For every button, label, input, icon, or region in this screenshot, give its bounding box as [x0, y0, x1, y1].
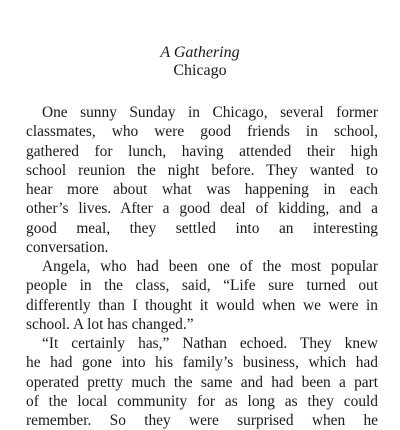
text-line: hear more about what was happening in each — [26, 181, 378, 198]
text-line: gathered for lunch, having attended their high — [26, 142, 378, 160]
chapter-title: A Gathering — [160, 44, 240, 61]
text-line: good meal, they settled into an interesting — [26, 219, 378, 237]
text-line: One sunny Sunday in Chicago, several former — [42, 104, 378, 121]
body-text — [26, 103, 378, 430]
text-line: differently than I thought it would when we were in — [26, 296, 378, 314]
text-line: operated pretty much the same and had been a part — [26, 373, 378, 391]
text-line: school. A lot has changed.” — [26, 315, 194, 333]
text-line: “It certainly has,” Nathan echoed. They knew — [42, 335, 378, 352]
text-line: Angela, who had been one of the most popular — [42, 258, 378, 275]
chapter-location: Chicago — [173, 62, 227, 79]
text-line: conversation. — [26, 238, 109, 256]
text-line: people in the class, said, “Life sure turned out — [26, 277, 378, 295]
text-line: he had gone into his family’s business, which had — [26, 354, 378, 372]
text-line: remember. So they were surprised when he — [26, 412, 378, 429]
text-line: school reunion the night before. They wanted to — [26, 161, 378, 179]
text-line: classmates, who were good friends in school, — [26, 123, 378, 141]
text-line: other’s lives. After a good deal of kidding, and a — [26, 200, 378, 218]
text-line: of the local community for as long as they could — [26, 392, 378, 410]
